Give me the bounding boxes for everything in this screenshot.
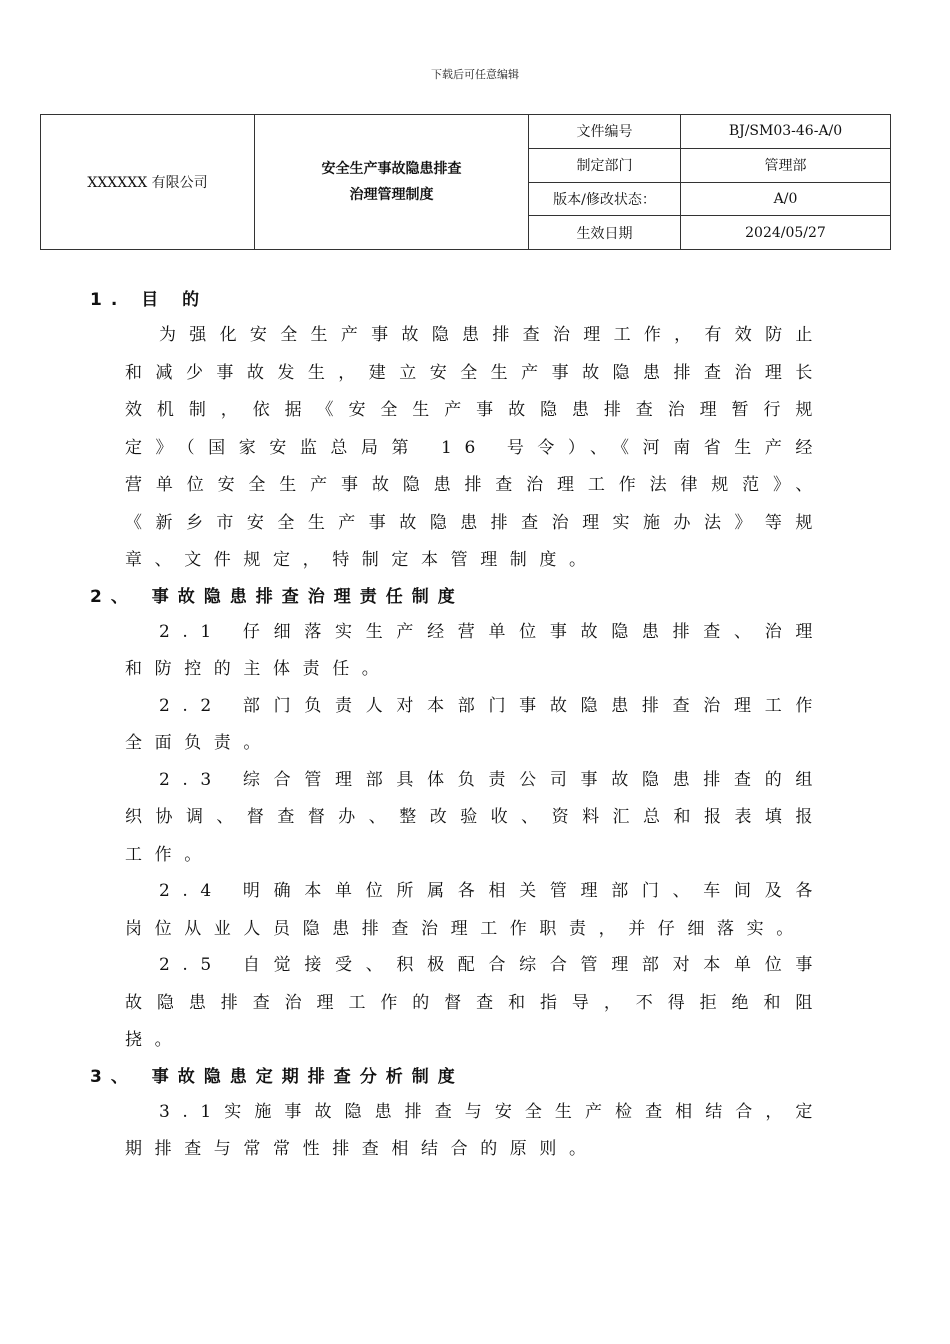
label-doc-number: 文件编号 (529, 115, 681, 149)
company-name: XXXXXX 有限公司 (41, 115, 255, 250)
section-title-responsibility: 2、 事故隐患排查治理责任制度 (90, 586, 464, 607)
document-body (90, 283, 825, 1169)
purpose-paragraph: 为强化安全生产事故隐患排查治理工作，有效防止和减少事故发生，建立安全生产事故隐患排查治理长效机制，依据《安全生产事故隐患排查治理暂行规定》（国家安监总局第 16 号令）、《河南省生产经营单位安全生产事故隐患排查治理工作法律规范》、《新乡市安全生产事故隐患排查治理实施办法》等规章、文件规定，特制定本管理制度。 (125, 325, 825, 570)
title-line-2: 治理管理制度 (349, 187, 434, 203)
clause-2-1: 2.1 仔细落实生产经营单位事故隐患排查、治理和防控的主体责任。 (125, 621, 825, 679)
clause-2-3: 2.3 综合管理部具体负责公司事故隐患排查的组织协调、督查督办、整改验收、资料汇总和报表填报工作。 (125, 769, 825, 865)
value-version: A/0 (681, 182, 891, 216)
value-doc-number: BJ/SM03-46-A/0 (681, 115, 891, 149)
document-title (255, 115, 529, 250)
clause-2-5: 2.5 自觉接受、积极配合综合管理部对本单位事故隐患排查治理工作的督查和指导，不得拒绝和阻挠。 (125, 955, 825, 1050)
top-note: 下载后可任意编辑 (431, 68, 519, 81)
label-version: 版本/修改状态： (529, 182, 681, 216)
label-department: 制定部门 (529, 148, 681, 182)
clause-2-4: 2.4 明确本单位所属各相关管理部门、车间及各岗位从业人员隐患排查治理工作职责，并仔细落实。 (125, 881, 825, 939)
clause-3-1: 3.1实施事故隐患排查与安全生产检查相结合，定期排查与常常性排查相结合的原则。 (125, 1101, 825, 1159)
section-title-purpose: 1. 目 的 (90, 290, 209, 310)
value-effective-date: 2024/05/27 (681, 216, 891, 250)
section-title-periodic-inspection: 3、 事故隐患定期排查分析制度 (90, 1066, 464, 1087)
label-effective-date: 生效日期 (529, 216, 681, 250)
value-department: 管理部 (681, 148, 891, 182)
document-header-table (40, 114, 891, 250)
clause-2-2: 2.2 部门负责人对本部门事故隐患排查治理工作全面负责。 (125, 695, 825, 753)
title-line-1: 安全生产事故隐患排查 (321, 161, 462, 177)
